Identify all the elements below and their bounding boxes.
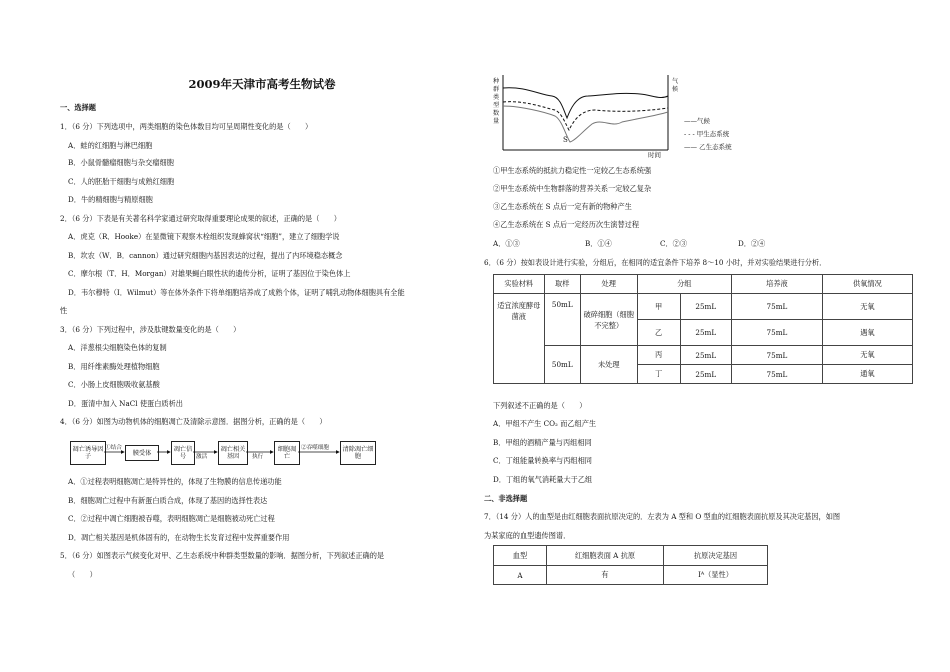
q1-option-b: B．小鼠骨髓瘤细胞与杂交瘤细胞 xyxy=(68,158,174,167)
q3-stem: 3．（6 分）下列过程中，涉及肽键数量变化的是（ ） xyxy=(60,325,241,334)
q6-option-a: A．甲组不产生 CO₂ 而乙组产生 xyxy=(493,419,597,428)
q3-option-c: C．小肠上皮细胞吸收氨基酸 xyxy=(68,380,160,389)
q6-group-bing: 丙 xyxy=(637,346,680,365)
q6-option-b: B．甲组的酒精产量与丙组相同 xyxy=(493,438,592,447)
q2-stem: 2．（6 分）下表是有关著名科学家通过研究取得重要理论成果的叙述，正确的是（ ） xyxy=(60,214,341,223)
q6-treatment-2: 未处理 xyxy=(580,346,637,384)
arrow-label-bind: ①结合 xyxy=(105,445,122,451)
q2-option-c: C．摩尔根（T．H．Morgan）对雄果蝇白眼性状的遗传分析，证明了基因位于染色体上 xyxy=(68,269,351,278)
q6-header-treatment: 处理 xyxy=(580,275,637,294)
q5-statement-1: ①甲生态系统的抵抗力稳定性一定较乙生态系统强 xyxy=(493,166,652,175)
diagram-box-signal: 凋亡信号 xyxy=(171,441,195,465)
q5-statement-4: ④乙生态系统在 S 点后一定经历次生演替过程 xyxy=(493,220,640,229)
q4-option-b: B．细胞凋亡过程中有新蛋白质合成，体现了基因的选择性表达 xyxy=(68,496,268,505)
q6-volume-bing: 25mL xyxy=(680,346,731,365)
q6-medium-yi: 75mL xyxy=(731,320,822,346)
q6-header-group: 分组 xyxy=(637,275,731,294)
q6-option-d: D．丁组的氧气消耗量大于乙组 xyxy=(493,475,593,484)
climate-line xyxy=(503,88,668,118)
diagram-box-inducer: 凋亡诱导因子 xyxy=(70,441,106,465)
q7-stem-cont: 为某家庭的血型遗传图谱． xyxy=(484,531,571,540)
q7-table xyxy=(493,545,768,585)
diagram-box-clearance: 清除凋亡细胞 xyxy=(340,441,376,465)
q6-group-ding: 丁 xyxy=(637,365,680,384)
q2-option-d-cont: 性 xyxy=(60,306,68,315)
q4-option-c: C．②过程中凋亡细胞被吞噬，表明细胞凋亡是细胞被动死亡过程 xyxy=(68,514,275,523)
legend-ecosystem-a: - - - 甲生态系统 xyxy=(684,130,730,138)
chart-xlabel: 时间 xyxy=(648,151,661,159)
q7-stem: 7．（14 分）人的血型是由红细胞表面抗原决定的．左表为 A 型和 O 型血的红细胞表面抗原及其决定基因，如图 xyxy=(484,512,841,521)
q5-statement-3: ③乙生态系统在 S 点后一定有新的物种产生 xyxy=(493,202,632,211)
diagram-box-genes: 凋亡相关基因 xyxy=(218,441,248,465)
q6-sample-1: 50mL xyxy=(544,294,580,346)
q5-statement-2: ②甲生态系统中生物群落的营养关系一定较乙复杂 xyxy=(493,184,652,193)
q6-volume-yi: 25mL xyxy=(680,320,731,346)
q3-option-a: A．洋葱根尖细胞染色体的复制 xyxy=(68,343,167,352)
q5-option-a: A．①③ xyxy=(493,239,520,248)
q6-header-oxygen: 供氧情况 xyxy=(822,275,912,294)
q6-material-cell: 适宜浓度酵母菌液 xyxy=(494,294,545,384)
q6-header-sample: 取样 xyxy=(544,275,580,294)
diagram-box-receptor: 膜受体 xyxy=(125,445,159,461)
section-choice-heading: 一、选择题 xyxy=(60,103,96,112)
q6-treatment-1: 破碎细胞（细胞不完整） xyxy=(580,294,637,346)
q2-option-b: B．坎农（W．B．cannon）通过研究细胞内基因表达的过程，提出了内环境稳态概念 xyxy=(68,251,343,260)
q6-sample-2: 50mL xyxy=(544,346,580,384)
q6-oxygen-jia: 无氧 xyxy=(822,294,912,320)
q7-cell-type: A xyxy=(494,566,547,585)
q7-header-gene: 抗原决定基因 xyxy=(664,546,768,566)
q6-oxygen-ding: 通氧 xyxy=(822,365,912,384)
diagram-box-apoptosis: 细胞凋亡 xyxy=(274,441,300,465)
q5-stem: 5．（6 分）如图表示气候变化对甲、乙生态系统中种群类型数量的影响．据图分析，下列叙述正确的是 xyxy=(60,551,385,560)
q6-oxygen-yi: 遇氧 xyxy=(822,320,912,346)
chart-ylabel-right: 气候 xyxy=(672,78,679,93)
arrow-label-phagocyte: ②吞噬细胞 xyxy=(301,445,329,451)
q4-option-a: A．①过程表明细胞凋亡是特异性的，体现了生物膜的信息传递功能 xyxy=(68,477,282,486)
q6-medium-bing: 75mL xyxy=(731,346,822,365)
q6-header-material: 实验材料 xyxy=(494,275,545,294)
q3-option-d: D．蛋清中加入 NaCl 使蛋白质析出 xyxy=(68,399,183,408)
q7-cell-gene: Iᴬ（显性） xyxy=(664,566,768,585)
legend-ecosystem-b: —— 乙生态系统 xyxy=(684,143,732,151)
legend-climate: ——气候 xyxy=(684,117,710,125)
q6-question: 下列叙述不正确的是（ ） xyxy=(493,401,587,410)
chart-ylabel-left: 种群类型数量 xyxy=(493,78,500,125)
q4-stem: 4．（6 分）如图为动物机体的细胞凋亡及清除示意图．据图分析，正确的是（ ） xyxy=(60,417,327,426)
q6-table xyxy=(493,274,913,384)
q6-group-yi: 乙 xyxy=(637,320,680,346)
q7-header-antigen: 红细胞表面 A 抗原 xyxy=(547,546,664,566)
q7-cell-antigen: 有 xyxy=(547,566,664,585)
q2-option-d: D．韦尔穆特（I．Wilmut）等在体外条件下将单细胞培养成了成熟个体，证明了哺乳动物体细胞具有全能 xyxy=(68,288,405,297)
q5-option-d: D．②④ xyxy=(738,239,766,248)
q5-stem-cont: （ ） xyxy=(68,570,97,579)
q6-medium-ding: 75mL xyxy=(731,365,822,384)
q3-option-b: B．用纤维素酶处理植物细胞 xyxy=(68,362,160,371)
arrow-label-execute: 执行 xyxy=(252,454,264,460)
q1-option-d: D．牛的精细胞与精原细胞 xyxy=(68,195,153,204)
q5-option-b: B．①④ xyxy=(585,239,612,248)
q2-option-a: A．虎克（R．Hooke）在显微镜下观察木栓组织发现蜂窝状“细胞”，建立了细胞学说 xyxy=(68,232,340,241)
q6-volume-ding: 25mL xyxy=(680,365,731,384)
section-non-choice-heading: 二、非选择题 xyxy=(484,494,528,503)
q1-stem: 1．（6 分）下列选项中，两类细胞的染色体数目均可呈周期性变化的是（ ） xyxy=(60,122,313,131)
arrow-label-activate: 激活 xyxy=(196,454,208,460)
q6-stem: 6．（6 分）按如表设计进行实验，分组后，在相同的适宜条件下培养 8～10 小时，并对实验结果进行分析． xyxy=(484,258,827,267)
q6-oxygen-bing: 无氧 xyxy=(822,346,912,365)
q6-option-c: C．丁组能量转换率与丙组相同 xyxy=(493,456,592,465)
q6-group-jia: 甲 xyxy=(637,294,680,320)
q4-option-d: D．凋亡相关基因是机体固有的，在动物生长发育过程中发挥重要作用 xyxy=(68,533,290,542)
q6-volume-jia: 25mL xyxy=(680,294,731,320)
ecosystem-a-line xyxy=(503,102,668,130)
q1-option-a: A．蛙的红细胞与淋巴细胞 xyxy=(68,141,153,150)
q6-medium-jia: 75mL xyxy=(731,294,822,320)
q6-header-medium: 培养液 xyxy=(731,275,822,294)
chart-s-point: S xyxy=(563,136,568,144)
q7-header-bloodtype: 血型 xyxy=(494,546,547,566)
page-title: 2009年天津市高考生物试卷 xyxy=(188,77,336,91)
q5-option-c: C．②③ xyxy=(660,239,688,248)
q1-option-c: C．人的胚胎干细胞与成熟红细胞 xyxy=(68,177,175,186)
